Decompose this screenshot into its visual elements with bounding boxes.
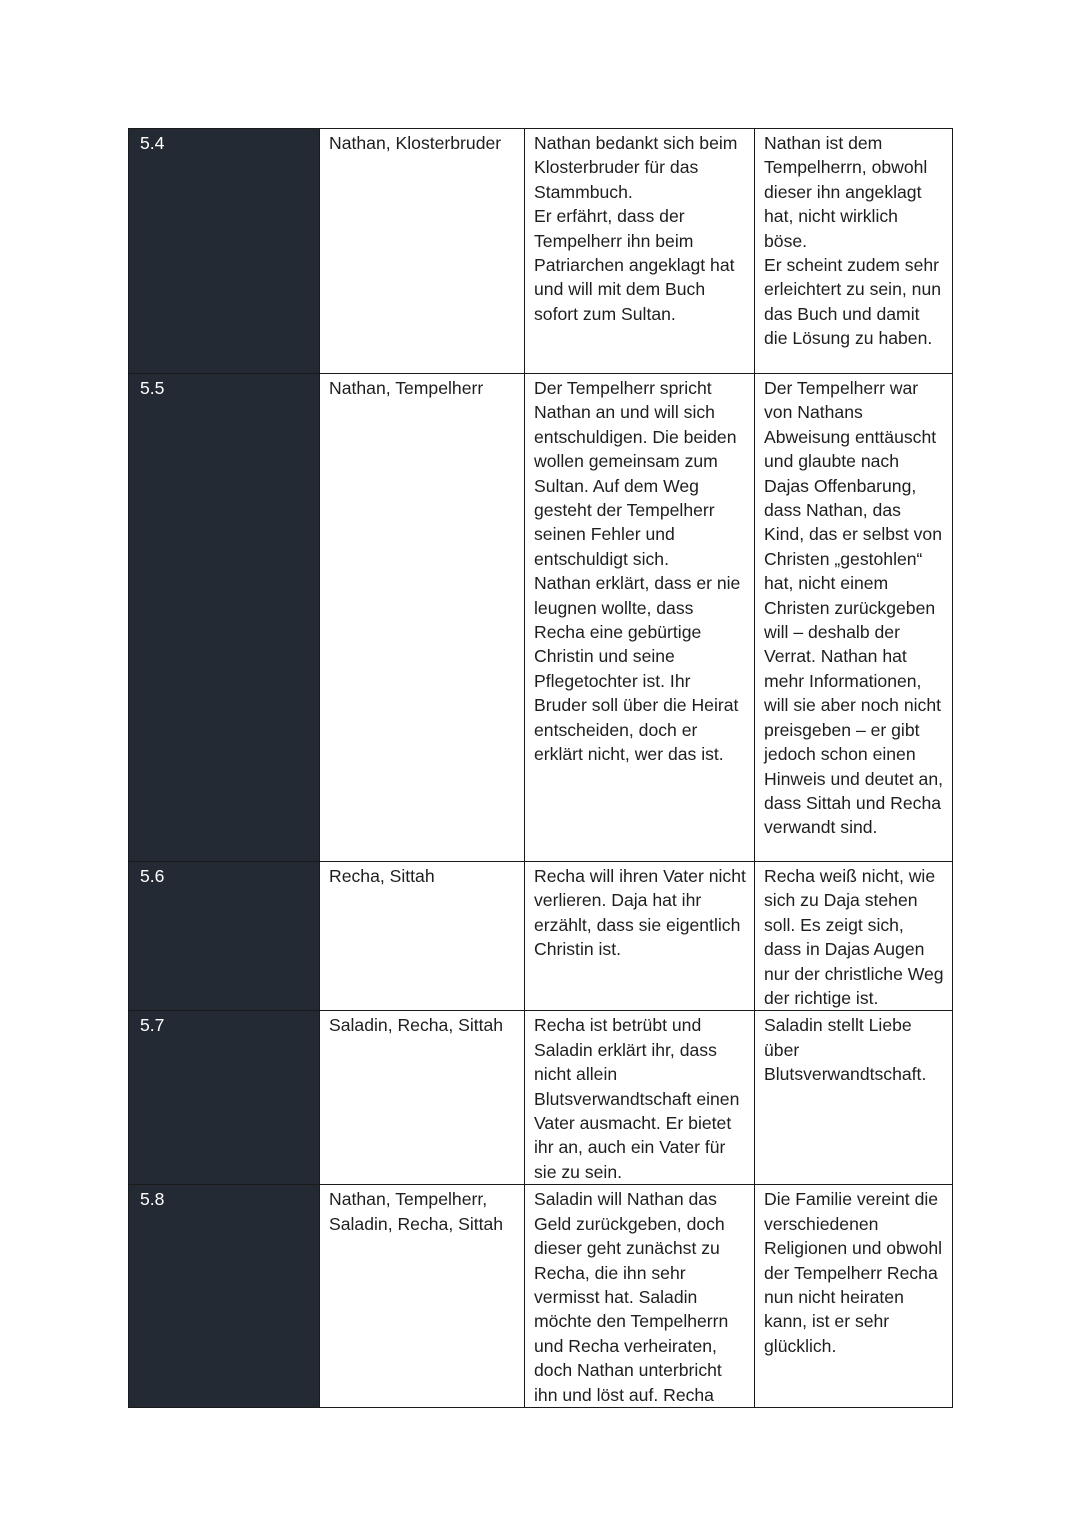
interpretation-cell — [755, 129, 953, 374]
content-text: Saladin will Nathan das Geld zurückgeben, doch dieser geht zunächst zu Recha, die ihn sehr vermisst hat. Saladin möchte den Tempelherrn und Recha verheiraten, doch Nathan unterbricht ihn und löst auf. Recha — [534, 1189, 729, 1405]
interpretation-text: Nathan ist dem Tempelherrn, obwohl dieser ihn angeklagt hat, nicht wirklich böse. Er scheint zudem sehr erleichtert zu sein, nun das Buch und damit die Lösung zu haben. — [764, 133, 942, 349]
scene-number-cell: 5.4 — [129, 129, 320, 374]
characters-cell — [320, 129, 525, 374]
scene-table — [128, 128, 953, 1408]
scene-number-cell: 5.5 — [129, 374, 320, 862]
characters-text: Nathan, Tempelherr, Saladin, Recha, Sittah — [329, 1189, 504, 1234]
characters-cell — [320, 862, 525, 1011]
scene-number-cell: 5.8 — [129, 1185, 320, 1408]
content-text: Recha will ihren Vater nicht verlieren. Daja hat ihr erzählt, dass sie eigentlich Christin ist. — [534, 866, 746, 960]
content-cell — [525, 862, 755, 1011]
scene-number-cell: 5.6 — [129, 862, 320, 1011]
scene-number-cell: 5.7 — [129, 1011, 320, 1185]
characters-cell — [320, 1011, 525, 1185]
characters-text: Nathan, Tempelherr — [329, 378, 484, 398]
interpretation-text: Recha weiß nicht, wie sich zu Daja stehen soll. Es zeigt sich, dass in Dajas Augen nur der christliche Weg der richtige ist. — [764, 866, 944, 1009]
interpretation-text: Der Tempelherr war von Nathans Abweisung enttäuscht und glaubte nach Dajas Offenbarung, dass Nathan, das Kind, das er selbst von Christen „gestohlen“ hat, nicht einem Christen zurückgeben will – deshalb der Verrat. Nathan hat mehr Informationen, will sie aber noch nicht preisgeben – er gibt jedoch schon einen Hinweis und deutet an, dass Sittah und Recha verwandt sind. — [764, 378, 943, 838]
table-row — [129, 129, 953, 374]
content-text: Der Tempelherr spricht Nathan an und will sich entschuldigen. Die beiden wollen gemeinsam zum Sultan. Auf dem Weg gesteht der Tempelherr seinen Fehler und entschuldigt sich. Nathan erklärt, dass er nie leugnen wollte, dass Recha eine gebürtige Christin und seine Pflegetochter ist. Ihr Bruder soll über die Heirat entscheiden, doch er erklärt nicht, wer das ist. — [534, 378, 741, 765]
table-row — [129, 374, 953, 862]
characters-cell — [320, 374, 525, 862]
table-row — [129, 1011, 953, 1185]
content-cell — [525, 374, 755, 862]
interpretation-cell — [755, 374, 953, 862]
characters-cell — [320, 1185, 525, 1408]
table-row — [129, 1185, 953, 1408]
interpretation-text: Saladin stellt Liebe über Blutsverwandtschaft. — [764, 1015, 927, 1085]
content-text: Recha ist betrübt und Saladin erklärt ihr, dass nicht allein Blutsverwandtschaft einen Vater ausmacht. Er bietet ihr an, auch ein Vater für sie zu sein. — [534, 1015, 740, 1182]
characters-text: Saladin, Recha, Sittah — [329, 1015, 504, 1036]
interpretation-text: Die Familie vereint die verschiedenen Religionen und obwohl der Tempelherr Recha nun nicht heiraten kann, ist er sehr glücklich. — [764, 1189, 943, 1356]
characters-text: Recha, Sittah — [329, 866, 435, 886]
interpretation-cell — [755, 862, 953, 1011]
interpretation-cell — [755, 1011, 953, 1185]
content-cell — [525, 1011, 755, 1185]
content-cell — [525, 129, 755, 374]
content-text: Nathan bedankt sich beim Klosterbruder für das Stammbuch. Er erfährt, dass der Tempelherr ihn beim Patriarchen angeklagt hat und will mit dem Buch sofort zum Sultan. — [534, 133, 738, 324]
characters-text: Nathan, Klosterbruder — [329, 133, 502, 153]
table-row — [129, 862, 953, 1011]
content-cell — [525, 1185, 755, 1408]
interpretation-cell — [755, 1185, 953, 1408]
